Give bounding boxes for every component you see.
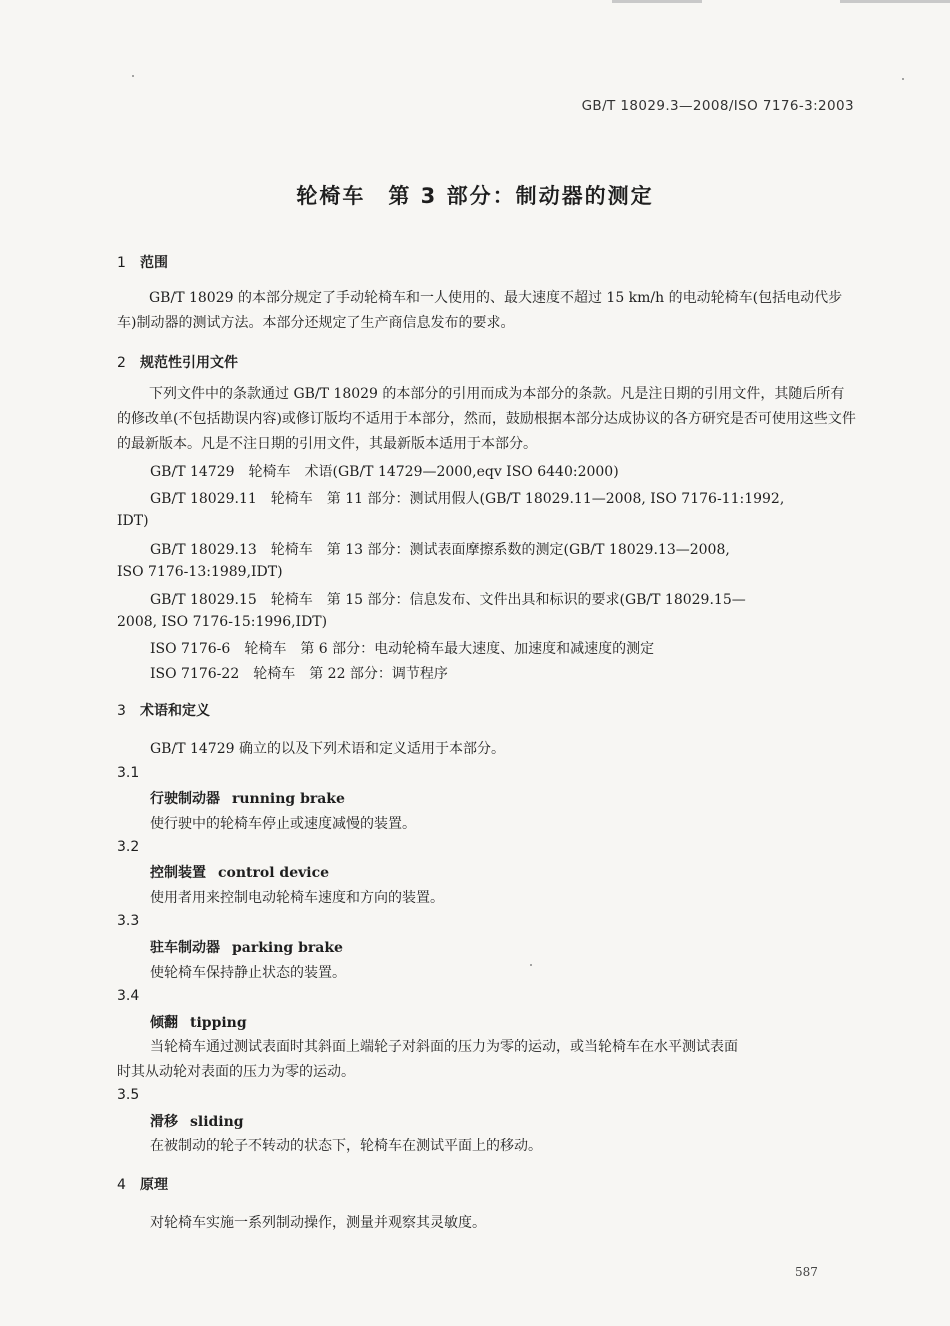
section-3-intro: GB/T 14729 确立的以及下列术语和定义适用于本部分。 — [150, 741, 505, 757]
section-1-paragraph: GB/T 18029 的本部分规定了手动轮椅车和一人使用的、最大速度不超过 15 km/h 的电动轮椅车(包括电动代步车)制动器的测试方法。本部分还规定了生产商信息发布的要求。 — [117, 290, 843, 331]
section-2-paragraph: 下列文件中的条款通过 GB/T 18029 的本部分的引用而成为本部分的条款。凡是注日期的引用文件，其随后所有的修改单(不包括勘误内容)或修订版均不适用于本部分，然而，鼓励根据本部分达成协议的各方研究是否可使用这些文件的最新版本。凡是不注日期的引用文件，其最新版本适用于本部分。 — [117, 386, 856, 452]
term-en: tipping — [190, 1015, 247, 1031]
reference-item-cont: ISO 7176-13:1989,IDT) — [117, 564, 283, 580]
section-title: 原理 — [140, 1177, 168, 1193]
term-number: 3.3 — [117, 913, 140, 929]
section-3-heading — [117, 700, 210, 720]
section-title: 范围 — [140, 255, 168, 271]
reference-item: ISO 7176-22 轮椅车 第 22 部分：调节程序 — [150, 666, 448, 682]
term-en: sliding — [190, 1114, 244, 1130]
reference-item: ISO 7176-6 轮椅车 第 6 部分：电动轮椅车最大速度、加速度和减速度的测定 — [150, 641, 655, 657]
term-3-1 — [150, 788, 345, 808]
section-number: 4 — [117, 1177, 126, 1193]
term-number: 3.2 — [117, 839, 140, 855]
term-en: control device — [218, 865, 329, 881]
reference-item: GB/T 18029.15 轮椅车 第 15 部分：信息发布、文件出具和标识的要求(GB/T 18029.15— — [150, 592, 746, 608]
term-3-5 — [150, 1111, 244, 1131]
term-definition: 使轮椅车保持静止状态的装置。 — [150, 965, 346, 981]
term-3-4 — [150, 1012, 247, 1032]
section-4-paragraph: 对轮椅车实施一系列制动操作，测量并观察其灵敏度。 — [150, 1215, 486, 1231]
reference-item: GB/T 18029.11 轮椅车 第 11 部分：测试用假人(GB/T 18029.11—2008, ISO 7176-11:1992, — [150, 491, 785, 507]
section-number: 3 — [117, 703, 126, 719]
document-title: 轮椅车 第 3 部分：制动器的测定 — [296, 184, 654, 208]
page-number: 587 — [795, 1265, 818, 1279]
term-definition: 当轮椅车通过测试表面时其斜面上端轮子对斜面的压力为零的运动，或当轮椅车在水平测试表面 — [150, 1039, 738, 1055]
term-zh: 行驶制动器 — [150, 791, 220, 807]
section-number: 2 — [117, 355, 126, 371]
reference-item: GB/T 18029.13 轮椅车 第 13 部分：测试表面摩擦系数的测定(GB/T 18029.13—2008, — [150, 542, 730, 558]
section-2-heading — [117, 352, 238, 372]
term-zh: 滑移 — [150, 1114, 178, 1130]
term-en: running brake — [232, 791, 345, 807]
term-zh: 驻车制动器 — [150, 940, 220, 956]
term-definition: 使行驶中的轮椅车停止或速度减慢的装置。 — [150, 816, 416, 832]
scan-speck — [902, 78, 904, 80]
scan-speck — [530, 964, 532, 966]
section-4-heading — [117, 1174, 168, 1194]
term-en: parking brake — [232, 940, 343, 956]
section-1-heading — [117, 252, 168, 272]
reference-item-cont: 2008, ISO 7176-15:1996,IDT) — [117, 614, 328, 630]
term-zh: 控制装置 — [150, 865, 206, 881]
standard-code-header: GB/T 18029.3—2008/ISO 7176-3:2003 — [581, 98, 854, 114]
term-definition: 使用者用来控制电动轮椅车速度和方向的装置。 — [150, 890, 444, 906]
section-title: 规范性引用文件 — [140, 355, 238, 371]
term-definition-cont: 时其从动轮对表面的压力为零的运动。 — [117, 1064, 355, 1080]
reference-item-cont: IDT) — [117, 513, 149, 529]
term-definition: 在被制动的轮子不转动的状态下，轮椅车在测试平面上的移动。 — [150, 1138, 542, 1154]
term-3-3 — [150, 937, 343, 957]
term-zh: 倾翻 — [150, 1015, 178, 1031]
scan-artifact — [612, 0, 702, 3]
term-number: 3.5 — [117, 1087, 140, 1103]
scan-speck — [132, 75, 134, 77]
reference-item: GB/T 14729 轮椅车 术语(GB/T 14729—2000,eqv ISO 6440:2000) — [150, 464, 619, 480]
section-number: 1 — [117, 255, 126, 271]
section-title: 术语和定义 — [140, 703, 210, 719]
term-number: 3.4 — [117, 988, 140, 1004]
scan-artifact — [840, 0, 950, 3]
term-3-2 — [150, 862, 329, 882]
term-number: 3.1 — [117, 765, 140, 781]
